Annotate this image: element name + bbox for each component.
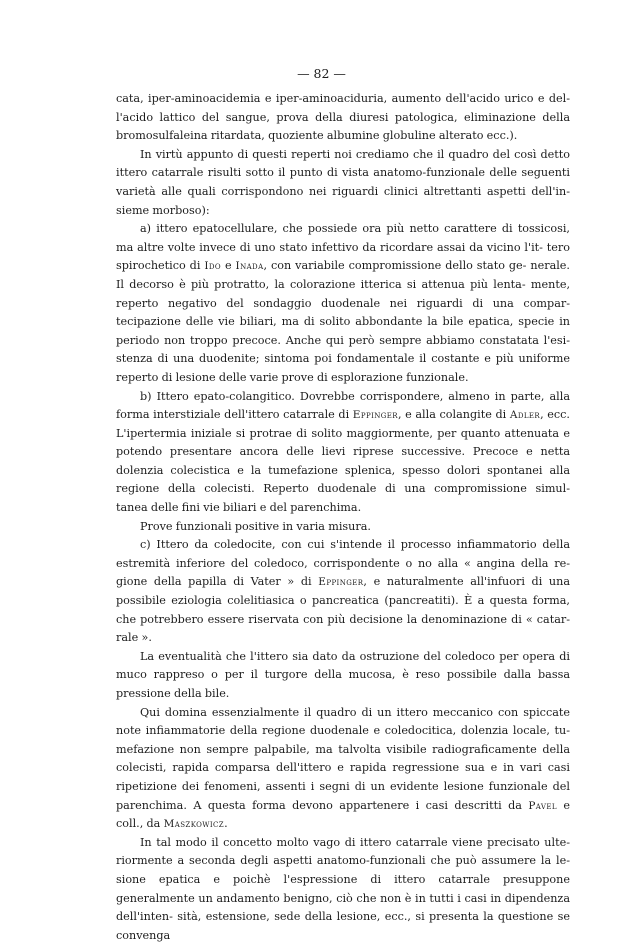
paragraph-continuation-end [116, 127, 570, 146]
text-line: colecisti, rapida comparsa dell'ittero e rapida regressione sua e in vari casi [116, 761, 570, 775]
text-line: stenza di una duodenite; sintoma poi fondamentale il costante e più uniforme [116, 352, 570, 366]
text-line: a) ittero epatocellulare, che possiede ora più netto carattere di tossicosi, [140, 222, 570, 236]
paragraph-varieties-intro-end [116, 202, 570, 221]
text-line: ittero catarrale risulti sotto il punto di vista anatomo-funzionale delle seguenti [116, 166, 570, 180]
text-line: reperto di lesione delle varie prove di esplorazione funzionale. [116, 370, 469, 384]
text-line: rale ». [116, 631, 152, 645]
text-line: possibile eziologia colelitiasica o pancreatica (pancreatiti). È a questa forma, [116, 594, 570, 608]
text-line: attenuata e potendo presentare ancora delle lievi riprese successive. Precoce [116, 426, 571, 459]
text-line: l'acido lattico del sangue, prova della diuresi patologica, eliminazione della [116, 110, 570, 124]
paragraph-variety-c-end [116, 629, 570, 648]
text-line: estremità inferiore del coledoco, corrispondente o no alla « angina della re- [116, 556, 570, 570]
text-line: b) Ittero epato-colangitico. Dovrebbe corrispondere, almeno in parte, [140, 389, 545, 403]
text-line: alla forma interstiziale dell'ittero catarrale di Eppinger, e alla colangite di [116, 389, 570, 422]
paragraph-obstruction-end [116, 685, 570, 704]
text-line: gione della papilla di Vater » di Eppinger, e naturalmente all'infuori di una [116, 575, 571, 589]
text-line: coll., da Maszkowicz. [116, 817, 228, 831]
text-line: Adler, ecc. L'ipertermia iniziale si protrae di solito maggiormente, per quanto [116, 408, 570, 440]
text-line: mente, reperto negativo del sondaggio duodenale nei riguardi di una compar- [116, 277, 570, 310]
text-line: sione epatica e poichè l'espressione di ittero catarrale presuppone generalmente [116, 872, 570, 905]
page-number: — 82 — [297, 66, 346, 81]
text-line: riormente a seconda degli aspetti anatomo-funzionali che può assumere la le- [116, 854, 570, 868]
paragraph-variety-a [116, 220, 570, 369]
text-line: ripetizione dei fenomeni, assenti i segni di un evidente lesione funzionale del [116, 779, 570, 793]
text-line: parenchima. A questa forma devono appartenere i casi descritti da Pavel e [116, 798, 570, 812]
text-line: Qui domina essenzialmente il quadro di un ittero meccanico con spiccate [140, 705, 570, 719]
text-line: varietà alle quali corrispondono nei riguardi clinici altrettanti aspetti dell'in- [116, 184, 570, 198]
paragraph-variety-a-end [116, 369, 570, 388]
paragraph-obstruction [116, 648, 570, 685]
text-line: sità, estensione, sede della lesione, ecc., si presenta la questione se convenga [116, 910, 570, 942]
text-line: La eventualità che l'ittero sia dato da ostruzione del coledoco per opera [140, 649, 556, 663]
paragraph-variety-c [116, 536, 570, 629]
text-line: sieme morboso): [116, 203, 210, 217]
paragraph-variety-b [116, 388, 570, 500]
text-line: ma altre volte invece di uno stato infettivo da ricordare assai da vicino l'it- [116, 240, 543, 254]
text-line: alla regione della colecisti. Reperto duodenale di una compromissione simul- [116, 463, 570, 496]
paragraph-conclusion [116, 834, 570, 945]
text-line: e netta dolenzia colecistica e la tumefazione splenica, spesso dolori spontanei [116, 445, 571, 477]
text-line: c) Ittero da coledocite, con cui s'intende il processo infiammatorio della [140, 538, 570, 552]
text-line: mefazione non sempre palpabile, ma talvolta visibile radiograficamente della [116, 742, 570, 756]
body-text [116, 90, 570, 945]
text-line: In virtù appunto di questi reperti noi crediamo che il quadro del così detto [140, 147, 570, 161]
text-line: un andamento benigno, ciò che non è in tutti i casi in dipendenza dell'inten- [116, 891, 570, 924]
text-line: bromosulfaleina ritardata, quoziente albumine globuline alterato ecc.). [116, 129, 518, 143]
text-line: tero spirochetico di Ido e Inada, con variabile compromissione dello stato ge- [116, 240, 570, 273]
text-line: note infiammatorie della regione duodenale e coledocitica, dolenzia locale, tu- [116, 724, 570, 738]
paragraph-mechanical-icterus [116, 704, 570, 816]
text-line: di muco rappreso o per il turgore della mucosa, è reso possibile dalla bassa [116, 649, 570, 682]
paragraph-varieties-intro [116, 146, 570, 202]
paragraph-continuation [116, 90, 570, 127]
text-line: nerale. Il decorso è più protratto, la colorazione itterica si attenua più lenta- [116, 259, 570, 291]
text-line: tecipazione delle vie biliari, ma di solito abbondante la bile epatica, specie in [116, 315, 570, 329]
paragraph-variety-b-end [116, 499, 570, 518]
paragraph-mechanical-icterus-end [116, 815, 570, 834]
text-line: In tal modo il concetto molto vago di ittero catarrale viene precisato ulte- [140, 835, 570, 849]
text-line: tanea delle fini vie biliari e del parenchima. [116, 501, 362, 515]
text-line: Prove funzionali positive in varia misura. [140, 519, 371, 533]
text-line: che potrebbero essere riservata con più decisione la denominazione di « catar- [116, 612, 570, 626]
paragraph-functional-tests [116, 518, 570, 537]
text-line: pressione della bile. [116, 687, 230, 700]
text-line: cata, iper-aminoacidemia e iper-aminoaciduria, aumento dell'acido urico e del- [116, 92, 570, 105]
text-line: periodo non troppo precoce. Anche qui però sempre abbiamo constatata l'esi- [116, 333, 570, 347]
